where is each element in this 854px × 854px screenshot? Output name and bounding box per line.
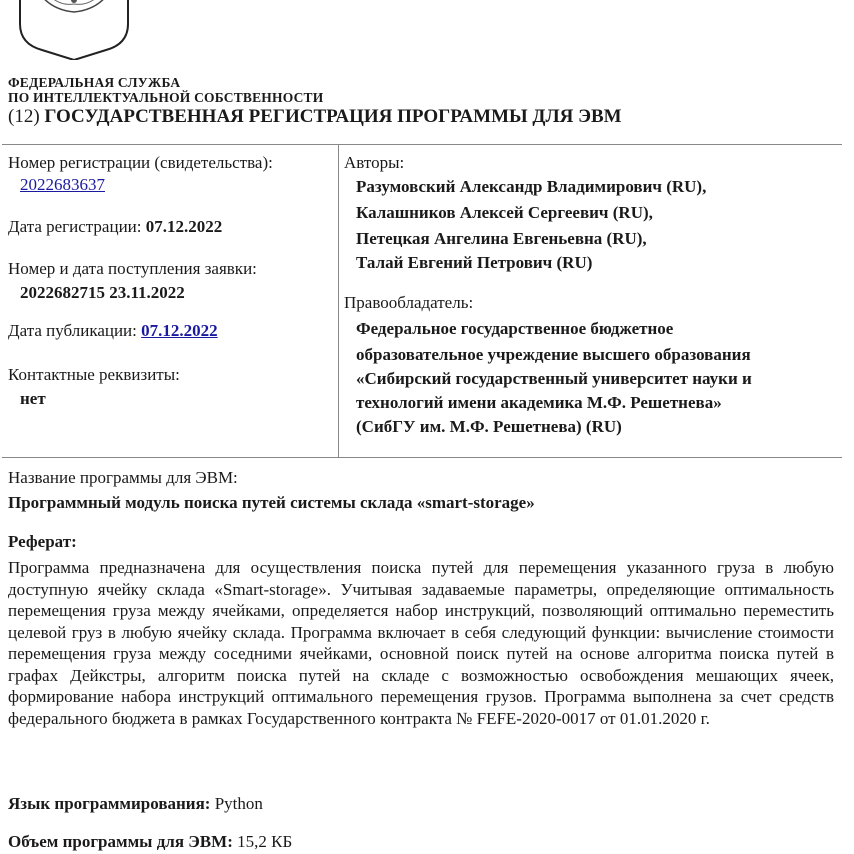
language-value: Python xyxy=(214,794,263,813)
holder-line: «Сибирский государственный университет науки и xyxy=(356,369,752,388)
agency-line-2: ПО ИНТЕЛЛЕКТУАЛЬНОЙ СОБСТВЕННОСТИ xyxy=(8,90,324,105)
program-name: Программный модуль поиска путей системы склада «smart-storage» xyxy=(8,493,535,512)
abstract-paragraph: Программа предназначена для осуществления поиска путей для перемещения указанного груза в любую доступную ячейку склада «Smart-storage». Учитывая задаваемые параметры, определяющие оптимальность перемещения груза между ячейками, определяется набор инструкций, позволяющий оптимально переместить целевой груз в любую ячейку склада. Программа включает в себя следующий функции: вычисление стоимости перемещения груза между соседними ячейками, основной поиск путей на основе алгоритма поиска путей в графах Дейкстры, алгоритм поиска путей на складе с возможностью освобождения мешающих ячеек, формирование набора инструкций оптимального перемещения грузов. Программа выполнена за счет средств федерального бюджета в рамках Государственного контракта № FEFE-2020-0017 от 01.01.2020 г. xyxy=(8,558,834,728)
contacts-value: нет xyxy=(20,389,46,408)
size-row xyxy=(8,832,292,852)
publication-label: Дата публикации: xyxy=(8,321,137,340)
abstract-text xyxy=(8,557,834,729)
language-label: Язык программирования: xyxy=(8,794,211,813)
holder-line: Федеральное государственное бюджетное xyxy=(356,319,674,338)
author-item: Талай Евгений Петрович (RU) xyxy=(356,253,593,272)
reg-date-label: Дата регистрации: xyxy=(8,217,142,236)
publication-row xyxy=(8,321,218,341)
column-divider xyxy=(338,145,339,457)
program-name-label: Название программы для ЭВМ: xyxy=(8,468,238,487)
agency-line-1: ФЕДЕРАЛЬНАЯ СЛУЖБА xyxy=(8,75,181,90)
document-type xyxy=(8,106,622,128)
doc-title: ГОСУДАРСТВЕННАЯ РЕГИСТРАЦИЯ ПРОГРАММЫ ДЛЯ ЭВМ xyxy=(44,106,622,127)
author-item: Разумовский Александр Владимирович (RU), xyxy=(356,177,707,196)
holder-line: (СибГУ им. М.Ф. Решетнева) (RU) xyxy=(356,417,622,436)
language-row xyxy=(8,794,263,814)
size-label: Объем программы для ЭВМ: xyxy=(8,832,233,851)
application-label: Номер и дата поступления заявки: xyxy=(8,259,257,278)
state-emblem-icon xyxy=(12,0,136,60)
author-item: Калашников Алексей Сергеевич (RU), xyxy=(356,203,653,222)
holder-line: технологий имени академика М.Ф. Решетнева» xyxy=(356,393,722,412)
holder-line: образовательное учреждение высшего образования xyxy=(356,345,751,364)
reg-number-link[interactable]: 2022683637 xyxy=(20,175,105,194)
contacts-label: Контактные реквизиты: xyxy=(8,365,180,384)
registration-info-box xyxy=(2,144,842,458)
author-item: Петецкая Ангелина Евгеньевна (RU), xyxy=(356,229,647,248)
abstract-label: Реферат: xyxy=(8,532,77,551)
size-value: 15,2 КБ xyxy=(237,832,293,851)
application-value: 2022682715 23.11.2022 xyxy=(20,283,185,302)
reg-date-row xyxy=(8,217,222,237)
reg-number-label: Номер регистрации (свидетельства): xyxy=(8,153,273,172)
reg-date-value: 07.12.2022 xyxy=(145,217,223,236)
agency-name xyxy=(8,75,323,105)
reg-number-link-wrap xyxy=(20,175,105,195)
publication-date-link[interactable]: 07.12.2022 xyxy=(141,321,218,340)
doc-number: (12) xyxy=(8,106,40,127)
holder-label: Правообладатель: xyxy=(344,293,474,312)
authors-label: Авторы: xyxy=(344,153,405,172)
